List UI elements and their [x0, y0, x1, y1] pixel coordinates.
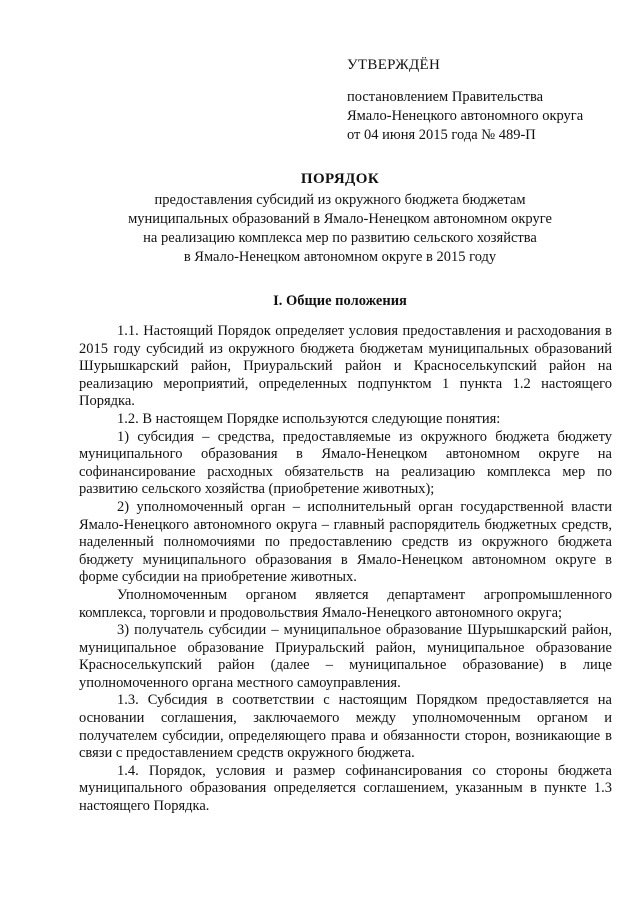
paragraph: 3) получатель субсидии – муниципальное образование Шурышкарский район, муниципальное образование Приуральский район, муниципальное образование Красноселькупский район (далее – муниципальное образование) в лице уполномоченного органа местного самоуправления.	[79, 622, 612, 691]
approval-line: постановлением Правительства	[347, 89, 544, 105]
section-heading: I. Общие положения	[273, 293, 407, 309]
paragraph: Уполномоченным органом является департамент агропромышленного комплекса, торговли и продовольствия Ямало-Ненецкого автономного округа;	[79, 586, 612, 621]
approval-block	[347, 56, 627, 145]
paragraph: 1) субсидия – средства, предоставляемые из окружного бюджета бюджету муниципального образования в Ямало-Ненецком автономном округе на софинансирование расходных обязательств на реализацию комплекса мер по развитию сельского хозяйства (приобретение животных);	[79, 428, 612, 498]
paragraph: 2) уполномоченный орган – исполнительный орган государственной власти Ямало-Ненецкого автономного округа – главный распорядитель бюджетных средств, наделенный полномочиями по предоставлению средств из окружного бюджета бюджету муниципального образования в Ямало-Ненецком автономном округе в форме субсидии на приобретение животных.	[79, 498, 612, 586]
document-title-block	[80, 170, 600, 267]
document-title: ПОРЯДОК	[300, 171, 380, 187]
document-subtitle-line: в Ямало-Ненецком автономном округе в 2015 году	[183, 249, 497, 265]
paragraph: 1.2. В настоящем Порядке используются следующие понятия:	[117, 410, 501, 427]
document-subtitle-line: муниципальных образований в Ямало-Ненецком автономном округе	[128, 211, 552, 227]
paragraph: 1.1. Настоящий Порядок определяет условия предоставления и расходования в 2015 году субсидий из окружного бюджета бюджетам муниципальных образований Шурышкарский район, Приуральский район и Красноселькупский район на реализацию мероприятий, определенных подпунктом 1 пункта 1.2 настоящего Порядка.	[79, 323, 612, 410]
paragraph: 1.3. Субсидия в соответствии с настоящим Порядком предоставляется на основании соглашения, заключаемого между уполномоченным органом и получателем субсидии, определяющего права и обязанности сторон, возникающие в связи с предоставлением средств окружного бюджета.	[79, 692, 612, 762]
document-body	[79, 323, 612, 816]
document-subtitle-line: предоставления субсидий из окружного бюджета бюджетам	[154, 192, 526, 208]
approval-stamp-title: УТВЕРЖДЁН	[347, 57, 441, 73]
approval-line: Ямало-Ненецкого автономного округа	[347, 108, 584, 124]
paragraph: 1.4. Порядок, условия и размер софинансирования со стороны бюджета муниципального образования определяется соглашением, указанным в пункте 1.3 настоящего Порядка.	[79, 762, 612, 815]
document-subtitle-line: на реализацию комплекса мер по развитию сельского хозяйства	[143, 230, 537, 246]
approval-line: от 04 июня 2015 года № 489-П	[347, 127, 536, 143]
